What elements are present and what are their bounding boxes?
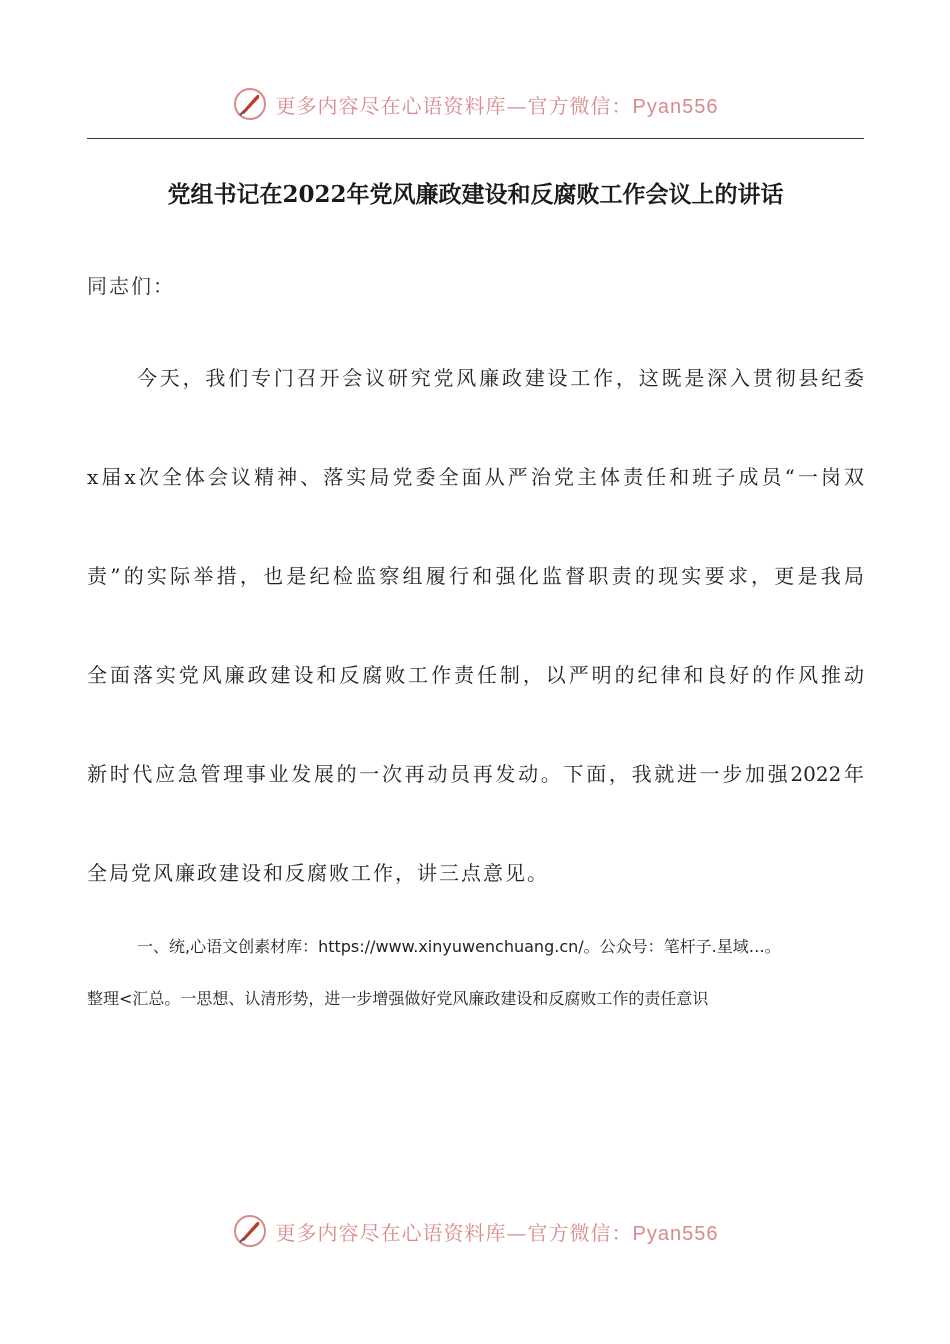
- header-watermark-text: 更多内容尽在心语资料库—官方微信：Pyan556: [275, 93, 719, 118]
- paragraph-line: x届x次全体会议精神、落实局党委全面从严治党主体责任和班子成员“一岗双: [87, 465, 864, 489]
- quill-logo-icon: [232, 86, 268, 122]
- paragraph-line: 新时代应急管理事业发展的一次再动员再发动。下面，我就进一步加强2022年: [87, 762, 864, 786]
- header-watermark-banner: [0, 82, 950, 126]
- paragraph-line: 全局党风廉政建设和反腐败工作，讲三点意见。: [87, 861, 549, 885]
- footer-watermark-text: 更多内容尽在心语资料库—官方微信：Pyan556: [275, 1220, 719, 1245]
- paragraph-line: 今天，我们专门召开会议研究党风廉政建设工作，这既是深入贯彻县纪委: [137, 366, 864, 390]
- document-title: 党组书记在2022年党风廉政建设和反腐败工作会议上的讲话: [167, 181, 784, 208]
- section-heading-line: 整理<汇总。一思想、认清形势，进一步增强做好党风廉政建设和反腐败工作的责任意识: [87, 989, 709, 1008]
- section-heading-line: 一、统,心语文创素材库：https://www.xinyuwenchuang.cn/。公众号：笔杆子.星域…。: [137, 937, 781, 956]
- quill-logo-icon: [232, 1213, 268, 1249]
- paragraph-line: 全面落实党风廉政建设和反腐败工作责任制，以严明的纪律和良好的作风推动: [87, 663, 864, 687]
- header-divider: [87, 138, 864, 139]
- footer-watermark-banner: [0, 1209, 950, 1253]
- salutation: 同志们：: [87, 274, 175, 298]
- paragraph-line: 责”的实际举措，也是纪检监察组履行和强化监督职责的现实要求，更是我局: [87, 564, 864, 588]
